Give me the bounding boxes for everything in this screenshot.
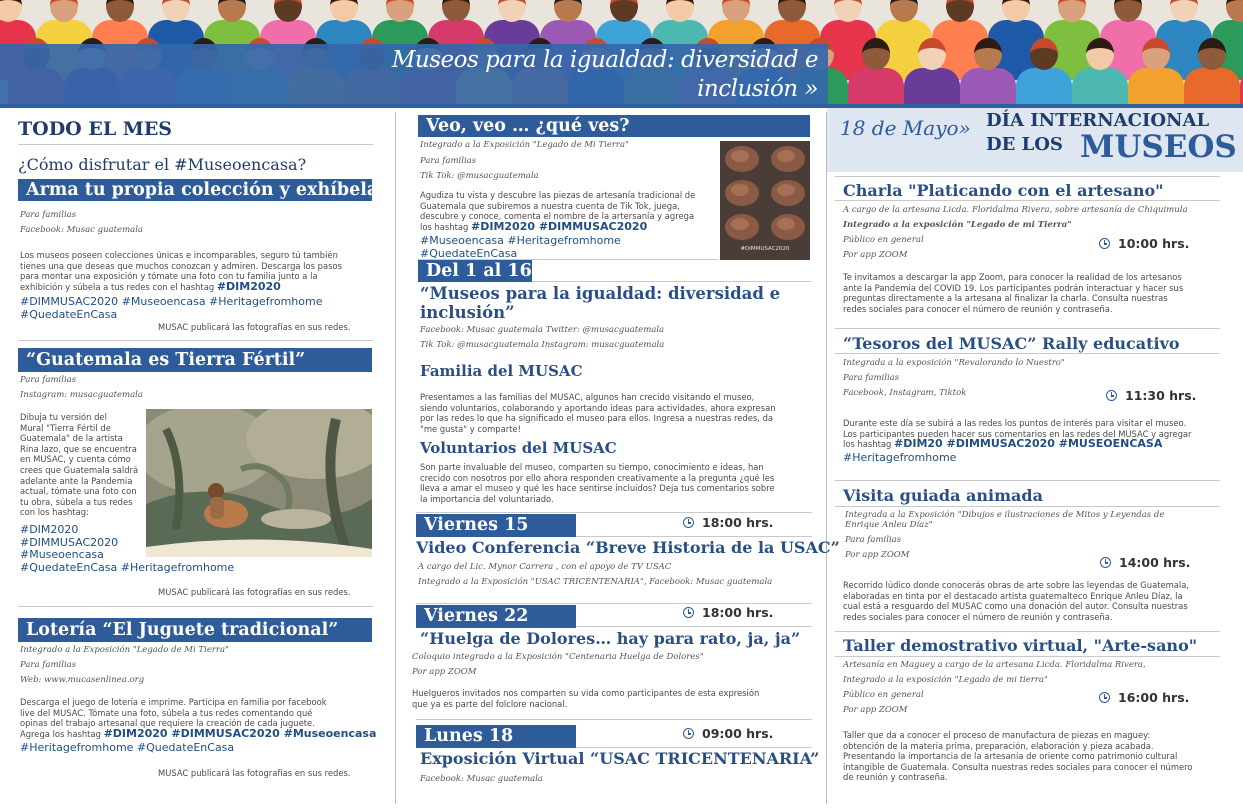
column-divider-left [395, 112, 396, 804]
meta-cargo: Artesanía en Maguey a cargo de la artesana Licda. Floridalma Rivera, [843, 660, 1146, 670]
section-body: Huelgueros invitados nos comparten su vida como participantes de esta expresión que ya es parte del folclore nacional. [412, 688, 760, 709]
divider [416, 512, 812, 513]
meta-web: Web: www.mucasenlinea.org [20, 675, 145, 685]
divider [835, 506, 1220, 507]
meta-audience: Para familias [20, 210, 77, 220]
section-bar-del-1-al-16: Del 1 al 16 [418, 260, 532, 282]
divider [416, 603, 812, 604]
hashtags: #DIM2020 #DIMMUSAC2020 #Museoencasa #QuedateEnCasa #Heritagefromhome [20, 523, 235, 574]
dia-internacional: DÍA INTERNACIONAL [986, 110, 1210, 131]
meta-audience: Público en general [843, 235, 924, 245]
clock-icon [683, 517, 694, 528]
divider [835, 480, 1220, 481]
column-divider-right [826, 112, 827, 804]
meta-exposicion: Integrado a la Exposición "Legado de Mi Tierra" [20, 645, 229, 655]
hashtags: #Museoencasa #Heritagefromhome #QuedateEnCasa [420, 234, 621, 260]
meta-redes: Facebook, Instagram, Tiktok [843, 388, 967, 398]
meta-exposicion: Integrado a la exposición "Legado de mi Tierra" [843, 220, 1072, 230]
divider [416, 719, 812, 720]
meta-facebook: Facebook: Musac guatemala [20, 225, 143, 235]
meta-exposicion: Integrado a la exposición "Legado de mi tierra" [843, 675, 1048, 685]
divider [835, 656, 1220, 657]
subheading-museoencasa: ¿Cómo disfrutar el #Museoencasa? [18, 155, 307, 174]
artesania-thumbnail [720, 141, 810, 260]
time-charla: 10:00 hrs. [1099, 236, 1189, 251]
title-exposicion-virtual: Exposición Virtual “USAC TRICENTENARIA” [420, 749, 820, 768]
meta-audience: Para familias [20, 375, 77, 385]
section-body: Te invitamos a descargar la app Zoom, para conocer la realidad de los artesanos ante la Pandemia del COVID 19. Los participantes podrán interactuar y hacer sus preguntas directamente a la artesana al finalizar la charla. Consulta nuestras redes sociales para conocer el número de reunión y contraseña. [843, 272, 1184, 314]
meta-zoom: Por app ZOOM [845, 550, 910, 560]
section-bar-tierra-fertil: “Guatemala es Tierra Fértil” [18, 348, 372, 372]
divider [18, 340, 373, 341]
hashtags: #Heritagefromhome [843, 451, 957, 464]
title-video-conferencia: Video Conferencia “Breve Historia de la USAC” [416, 538, 840, 557]
section-body: Durante este día se subirá a las redes los puntos de interés para visitar el museo. Los participantes pueden hacer sus comentarios en las redes del MUSAC y agregar los hashtag #DIM20 #DIMMUSAC2020 #MUSEOENCASA [843, 418, 1192, 451]
crowd-figure [904, 38, 960, 108]
section-bar-viernes-15: Viernes 15 [416, 514, 576, 537]
divider [576, 536, 812, 537]
crowd-figure [1184, 38, 1240, 108]
time-viernes-15: 18:00 hrs. [683, 515, 773, 530]
meta-facebook-twitter: Facebook: Musac guatemala Twitter: @musacguatemala [420, 325, 665, 335]
meta-zoom: Por app ZOOM [843, 250, 908, 260]
meta-exposicion-2: Enrique Anleu Díaz" [845, 520, 933, 530]
clock-icon [1106, 390, 1117, 401]
meta-exposicion: Integrada a la Exposición "Dibujos e ilustraciones de Mitos y Leyendas de [845, 510, 1165, 520]
section-body: Recorrido lúdico donde conocerás obras de arte sobre las leyendas de Guatemala, elaboradas en tinta por el destacado artista guatemalteco Enrique Anleu Díaz, la cual está a resguardo del MUSAC como una donación del autor. Consulta nuestras redes sociales para conocer el número de reunión y contraseña. [843, 580, 1190, 622]
meta-audience: Para familias [843, 373, 900, 383]
title-familia-musac: Familia del MUSAC [420, 362, 583, 380]
banner-title-line2: inclusión » [697, 76, 818, 102]
divider [532, 281, 812, 282]
title-voluntarios-musac: Voluntarios del MUSAC [420, 439, 617, 457]
time-lunes-18: 09:00 hrs. [683, 726, 773, 741]
meta-audience: Público en general [843, 690, 924, 700]
section-body: Presentamos a las familias del MUSAC, algunos han crecido visitando el museo, siendo voluntarios, colaborando y aportando ideas para actividades, ahora expresan por las redes lo que ha significado el museo para ellos. Ingresa a nuestras redes, da "me gusta" y comparte! [420, 392, 776, 434]
crowd-figure [1128, 38, 1184, 108]
time-tesoros: 11:30 hrs. [1106, 388, 1196, 403]
section-body: Son parte invaluable del museo, comparten su tiempo, conocimiento e ideas, han crecido con nosotros por ello ahora responden creativamente a la pregunta ¿qué les lleva a amar el museo y qué les hace sentirse incluidos? Deja tus comentarios sobre la importancia del voluntariado. [420, 462, 775, 504]
meta-cargo: A cargo del Lic. Mynor Carrera , con el apoyo de TV USAC [418, 562, 672, 572]
clock-icon [1099, 692, 1110, 703]
thumbnail-caption: #DIMMUSAC2020 [740, 246, 790, 252]
divider [18, 144, 373, 145]
meta-zoom: Por app ZOOM [843, 705, 908, 715]
divider [18, 606, 373, 607]
clock-icon [1099, 238, 1110, 249]
section-bar-lunes-18: Lunes 18 [416, 725, 576, 748]
title-charla: Charla "Platicando con el artesano" [843, 181, 1164, 200]
meta-cargo: A cargo de la artesana Licda. Floridalma Rivera, sobre artesanía de Chiquimula [843, 205, 1188, 215]
meta-audience: Para familias [20, 660, 77, 670]
museos-title: MUSEOS [1080, 129, 1237, 165]
de-los: DE LOS [986, 134, 1063, 155]
meta-tiktok-instagram: Tik Tok: @musacguatemala Instagram: musacguatemala [420, 340, 665, 350]
banner-title [298, 46, 818, 104]
hashtags: #DIMMUSAC2020 #Museoencasa #Heritagefromhome #QuedateEnCasa [20, 295, 323, 321]
meta-audience: Para familias [845, 535, 902, 545]
dia-museos-header [827, 108, 1243, 172]
section-body: Taller que da a conocer el proceso de manufactura de piezas en maguey: obtención de la materia prima, preparación, elaboración y pieza acabada. Presentando la importancia de la artesanía de oriente como patrimonio cultural intangible de Guatemala. Consulta nuestras redes sociales para conocer el número de reunión y contraseña. [843, 730, 1193, 783]
date-18-mayo: 18 de Mayo» [840, 116, 971, 140]
title-huelga-dolores: “Huelga de Dolores… hay para rato, ja, ja” [420, 629, 801, 648]
meta-zoom: Por app ZOOM [412, 667, 477, 677]
divider [835, 631, 1220, 632]
clock-icon [1100, 557, 1111, 568]
divider [835, 176, 1220, 177]
banner-title-line1: Museos para la igualdad: diversidad e [391, 47, 818, 73]
section-body: Dibuja tu versión del Mural "Tierra Fértil de Guatemala" de la artista Rina lazo, que se encuentra en MUSAC, y cuenta cómo crees que Guatemala saldrá adelante ante la Pandemia actual, tómate una foto con tu obra, súbela a tus redes con los hashtag: [20, 412, 139, 518]
time-taller: 16:00 hrs. [1099, 690, 1189, 705]
section-bar-veo-veo: Veo, veo … ¿qué ves? [418, 115, 810, 137]
divider [835, 200, 1220, 201]
divider [576, 747, 812, 748]
banner-title-box [0, 44, 828, 106]
clock-icon [683, 728, 694, 739]
meta-exposicion: Integrado a la Exposición "Legado de Mi Tierra" [420, 140, 629, 150]
title-taller: Taller demostrativo virtual, "Arte-sano" [843, 636, 1198, 655]
crowd-figure [1016, 38, 1072, 108]
publish-note: MUSAC publicará las fotografías en sus redes. [158, 322, 351, 332]
hashtags: #Heritagefromhome #QuedateEnCasa [20, 741, 235, 754]
publish-note: MUSAC publicará las fotografías en sus redes. [158, 587, 351, 597]
section-body: Descarga el juego de lotería e imprime. Participa en familia por facebook live del MUSAC. Tómate una foto, súbela a tus redes comentando qué opinas del trabajo artesanal que requiere la creación de cada juguete. Agrega los hashtag #DIM2020 #DIMMUSAC2020 #Museoencasa [20, 697, 377, 740]
divider [835, 328, 1220, 329]
title-museos-igualdad: “Museos para la igualdad: diversidad e inclusión” [420, 284, 781, 322]
meta-facebook: Facebook: Musac guatemala [420, 774, 543, 784]
title-tesoros: “Tesoros del MUSAC” Rally educativo [843, 334, 1180, 353]
crowd-figure [1072, 38, 1128, 108]
crowd-figure [848, 38, 904, 108]
section-body: Agudiza tu vista y descubre las piezas de artesanía tradicional de Guatemala que subiremos a nuestra cuenta de Tik Tok, juega, descubre y conoce, comenta el nombre de la artersanía y agrega los hashtag #DIM2020 #DIMMUSAC2020 [420, 190, 696, 233]
clock-icon [683, 607, 694, 618]
meta-exposicion: Integrado a la Exposición "USAC TRICENTENARIA", Facebook: Musac guatemala [418, 577, 773, 587]
section-bar-viernes-22: Viernes 22 [416, 605, 576, 628]
time-visita: 14:00 hrs. [1100, 555, 1190, 570]
publish-note: MUSAC publicará las fotografías en sus redes. [158, 768, 351, 778]
section-bar-loteria: Lotería “El Juguete tradicional” [18, 618, 372, 642]
section-body: Los museos poseen colecciones únicas e incomparables, seguro tú también tienes una que deseas que muchos conozcan y admiren. Descarga los pasos para montar una exposición y tómate una foto con tu familia junto a la exhibición y súbela a tus redes con el hashtag #DIM2020 [20, 250, 342, 293]
divider [835, 353, 1220, 354]
meta-coloquio: Coloquio integrado a la Exposición "Centenaria Huelga de Dolores" [412, 652, 704, 662]
heading-todo-el-mes: TODO EL MES [18, 118, 173, 140]
meta-exposicion: Integrada a la exposición "Revalorando lo Nuestro" [843, 358, 1065, 368]
time-viernes-22: 18:00 hrs. [683, 605, 773, 620]
crowd-figure [960, 38, 1016, 108]
meta-tiktok: Tik Tok: @musacguatemala [420, 171, 539, 181]
meta-audience: Para familias [420, 156, 477, 166]
title-visita-guiada: Visita guiada animada [843, 486, 1043, 505]
section-bar-coleccion: Arma tu propia colección y exhíbela! [18, 179, 372, 201]
divider [576, 626, 812, 627]
meta-instagram: Instagram: musacguatemala [20, 390, 143, 400]
